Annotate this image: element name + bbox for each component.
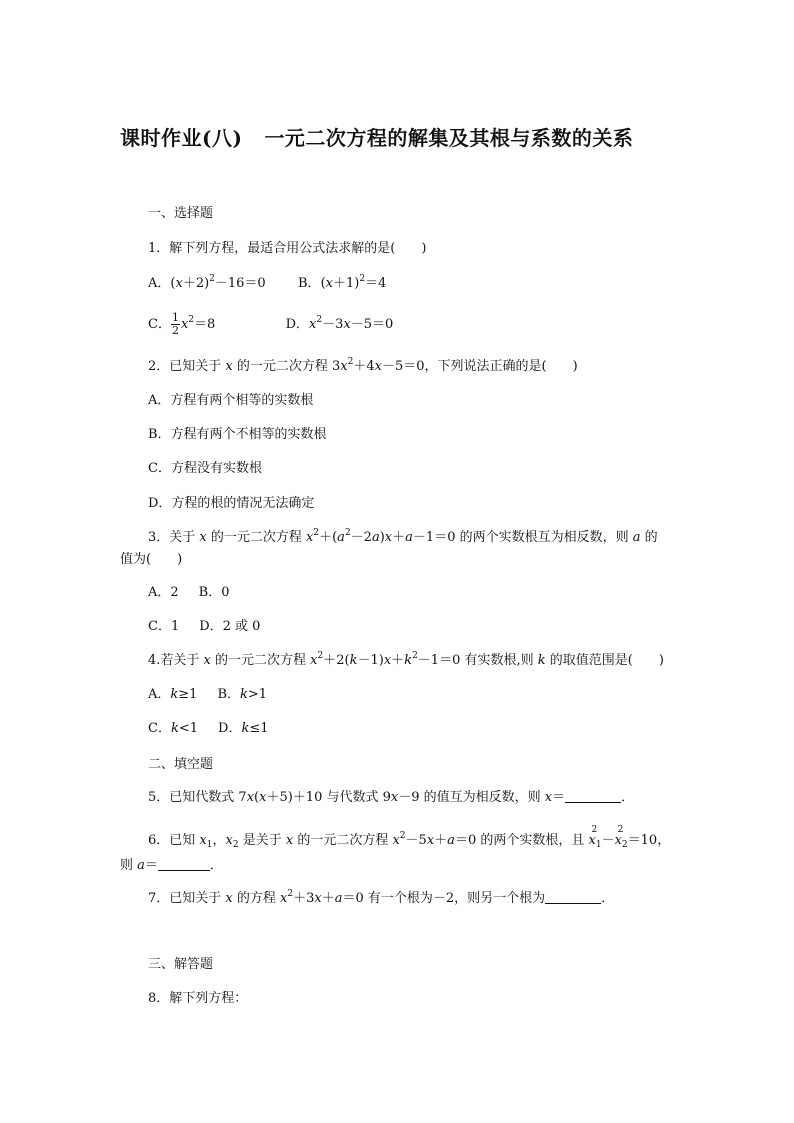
q5-stem: 5．已知代数式 7x(x＋5)＋10 与代数式 9x－9 的值互为相反数，则 x＝ ． <box>148 790 635 805</box>
q6-stem-line2: 则 a＝ ． <box>120 858 223 873</box>
q3-options-cd: C．1 D．2 或 0 <box>148 619 261 634</box>
q6-stem: 6．已知 $x_1$，$x_2$ 是关于 x 的一元二次方程 $x^2-5x+a=0$ 的两个实数根，且 2 $x_1-$ 2 $x_2=10$， <box>148 825 671 850</box>
q1-options-ab: A．$(x+2)^2-16=0$ B．$(x+1)^2=4$ <box>148 274 387 291</box>
section-fill: 二、填空题 <box>148 757 214 772</box>
answer-blank-q7[interactable] <box>545 891 601 904</box>
q4-options-cd: C．k<1 D．k≤1 <box>148 721 269 736</box>
q3-options-ab: A．2 B．0 <box>148 585 230 600</box>
q4-stem: 4.若关于 x 的一元二次方程 $x^2+2(k-1)x+k^2-1=0$ 有实数根,则 k 的取值范围是( ) <box>148 651 664 668</box>
answer-blank-q6[interactable] <box>158 858 210 871</box>
fraction-one-half: $\frac{1}{2}$ <box>171 311 179 337</box>
title-part2: 一元二次方程的解集及其根与系数的关系 <box>264 126 634 150</box>
q2-option-b: B．方程有两个不相等的实数根 <box>148 427 327 442</box>
q2-option-c: C．方程没有实数根 <box>148 461 262 476</box>
q7-stem: 7．已知关于 x 的方程 $x^2+3x+a=0$ 有一个根为－2，则另一个根为 ． <box>148 889 615 906</box>
section-choice: 一、选择题 <box>148 206 214 221</box>
q3-stem: 3．关于 x 的一元二次方程 $x^2+(a^2-2a)x+a-1=0$ 的两个实数根互为相反数，则 a 的 <box>148 528 658 545</box>
q2-stem: 2．已知关于 x 的一元二次方程 $3x^2+4x-5=0$，下列说法正确的是( ) <box>148 357 578 374</box>
q8-stem: 8．解下列方程： <box>148 991 248 1006</box>
page-title <box>120 122 633 151</box>
q1-stem: 1．解下列方程，最适合用公式法求解的是( ) <box>148 241 427 256</box>
title-part1: 课时作业(八) <box>120 126 243 150</box>
q4-options-ab: A．k≥1 B．k>1 <box>148 687 268 702</box>
q3-stem-line2: 值为( ) <box>120 552 183 567</box>
answer-blank-q5[interactable] <box>565 790 621 803</box>
q2-option-d: D．方程的根的情况无法确定 <box>148 496 315 511</box>
q2-option-a: A．方程有两个相等的实数根 <box>148 393 314 408</box>
q1-options-cd: C． $\frac{1}{2}$ $x^2=8$ D．$x^2-3x-5=0$ <box>148 311 394 337</box>
section-answer: 三、解答题 <box>148 957 214 972</box>
